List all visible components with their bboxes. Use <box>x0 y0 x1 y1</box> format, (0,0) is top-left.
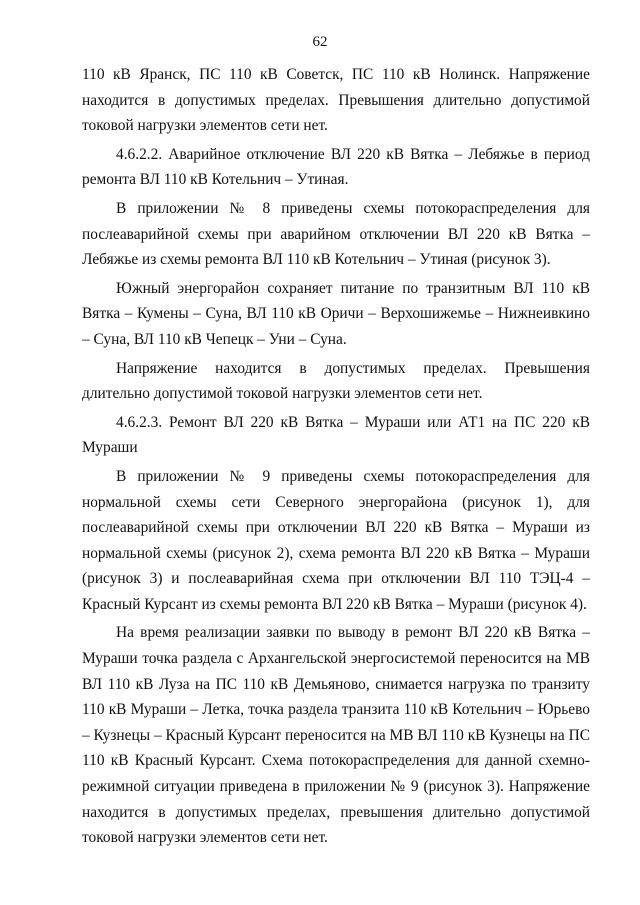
document-body <box>82 62 590 854</box>
section-heading-4-6-2-3: 4.6.2.3. Ремонт ВЛ 220 кВ Вятка – Мураши или АТ1 на ПС 220 кВ Мураши <box>82 413 590 457</box>
page-number: 62 <box>312 34 328 50</box>
paragraph-continuation: 110 кВ Яранск, ПС 110 кВ Советск, ПС 110 кВ Нолинск. Напряжение находится в допустимых пределах. Превышения длительно допустимой токовой нагрузки элементов сети нет. <box>82 66 590 135</box>
paragraph-voltage-limits: Напряжение находится в допустимых пределах. Превышения длительно допустимой токовой нагрузки элементов сети нет. <box>82 359 590 403</box>
paragraph-appendix-8: В приложении № 8 приведены схемы потокораспределения для послеаварийной схемы при аварийном отключении ВЛ 220 кВ Вятка – Лебяжье из схемы ремонта ВЛ 110 кВ Котельнич – Утиная (рисунок 3). <box>82 199 590 269</box>
paragraph-repair-request: На время реализации заявки по выводу в ремонт ВЛ 220 кВ Вятка – Мураши точка раздела с Архангельской энергосистемой переносится на МВ ВЛ 110 кВ Луза на ПС 110 кВ Демьяново, снимается нагрузка по транзиту 110 кВ Мураши – Летка, точка раздела транзита 110 кВ Котельнич – Юрьево – Кузнецы – Красный Курсант переносится на МВ ВЛ 110 кВ Кузнецы на ПС 110 кВ Красный Курсант. Схема потокораспределения для данной схемно-режимной ситуации приведена в приложении № 9 (рисунок 3). Напряжение находится в допустимых пределах, превышения длительно допустимой токовой нагрузки элементов сети нет. <box>82 624 590 847</box>
paragraph-southern-area: Южный энергорайон сохраняет питание по транзитным ВЛ 110 кВ Вятка – Кумены – Суна, ВЛ 110 кВ Оричи – Верхошижемье – Нижнеивкино – Суна, ВЛ 110 кВ Чепецк – Уни – Суна. <box>82 279 590 348</box>
section-heading-4-6-2-2: 4.6.2.2. Аварийное отключение ВЛ 220 кВ Вятка – Лебяжье в период ремонта ВЛ 110 кВ Котельнич – Утиная. <box>82 145 590 189</box>
paragraph-appendix-9: В приложении № 9 приведены схемы потокораспределения для нормальной схемы сети Северного энергорайона (рисунок 1), для послеаварийной схемы при отключении ВЛ 220 кВ Вятка – Мураши из нормальной схемы (рисунок 2), схема ремонта ВЛ 220 кВ Вятка – Мураши (рисунок 3) и послеаварийная схема при отключении ВЛ 110 ТЭЦ-4 – Красный Курсант из схемы ремонта ВЛ 220 кВ Вятка – Мураши (рисунок 4). <box>82 467 590 613</box>
